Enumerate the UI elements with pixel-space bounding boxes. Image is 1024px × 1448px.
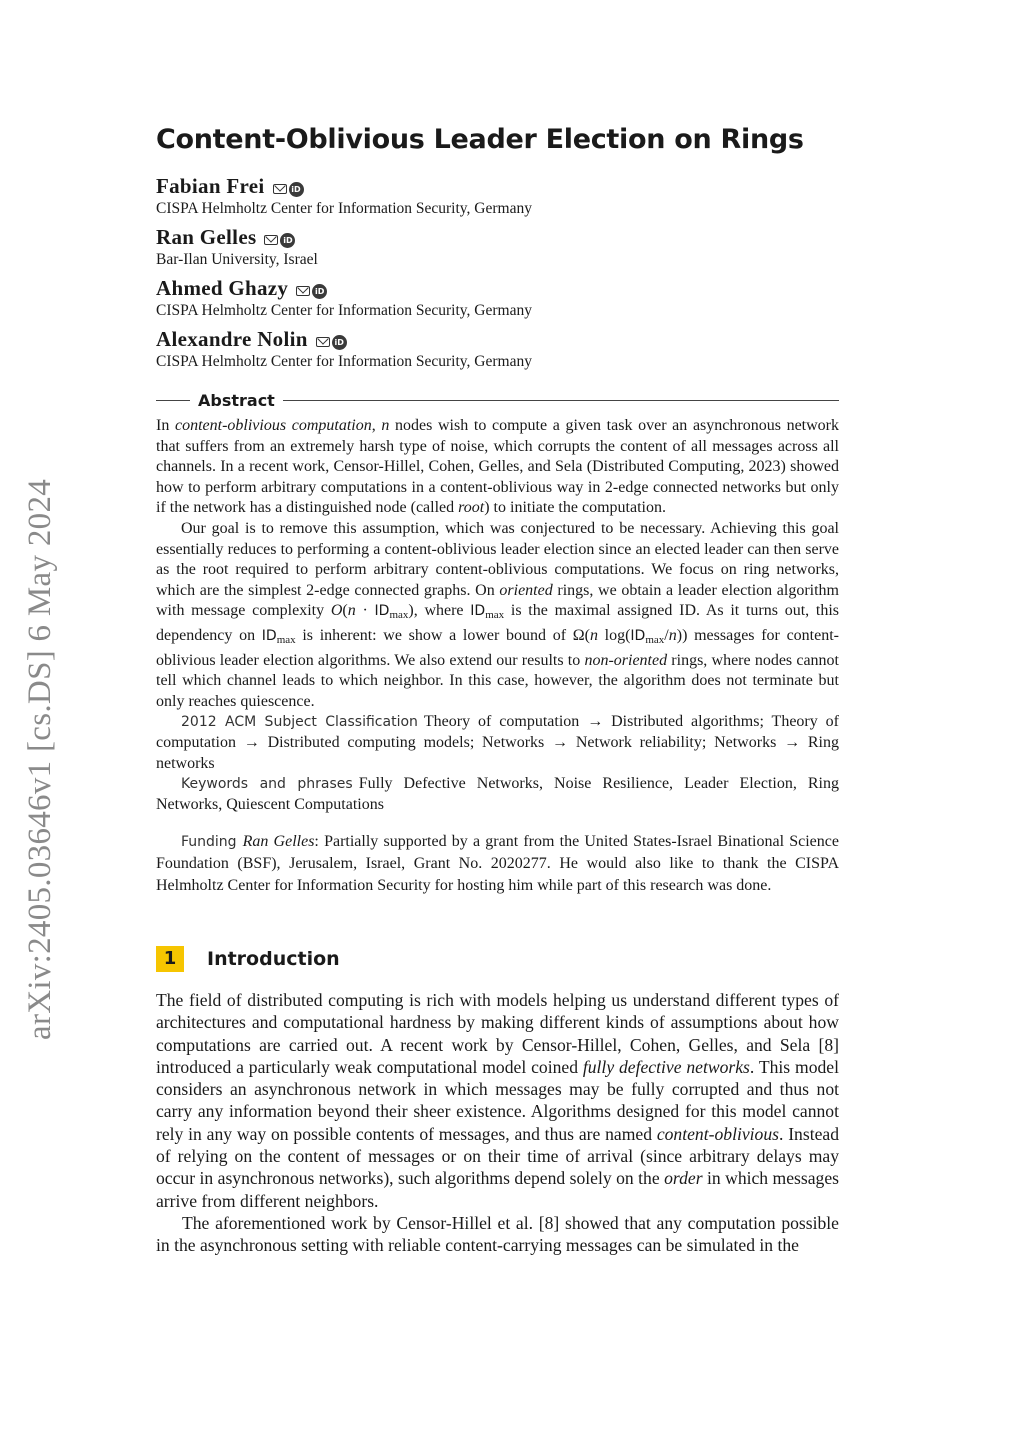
funding-name: Ran Gelles (242, 833, 315, 851)
text-run: · (355, 602, 375, 620)
orcid-icon[interactable]: iD (312, 284, 327, 299)
author (156, 327, 856, 371)
text-run: Our goal is to remove this assumption, which was conjectured to be necessary. Achieving this goal essentially reduces to performing a content-oblivious leader election since an elected leader can then serve as the root required to perform arbitrary content-oblivious computations. We focus on ring networks, which are the simplest 2-edge connected graphs. On (156, 519, 839, 599)
text-run: The field of distributed computing is rich with models helping us understand different types of architectures and computational hardness by making different kinds of assumptions about how computations are carried out. A recent work by Censor-Hillel, Cohen, Gelles, and Sela [8] introduced a particularly weak computational model coined (156, 990, 839, 1077)
text-run: / (664, 626, 669, 644)
math-symbol: ID (374, 603, 390, 620)
math-symbol: ID (630, 627, 646, 644)
author-list (156, 174, 856, 378)
italic-text: root (458, 499, 485, 517)
section-number: 1 (156, 946, 184, 972)
funding (156, 831, 839, 897)
acm-text: Theory of computation → Distributed algorithms; Theory of computation → Distributed computing models; Networks → Network reliability; Networks → Ring networks (156, 713, 839, 772)
text-run: nodes wish to compute a given task over an asynchronous network that suffers from an extremely harsh type of noise, which corrupts the content of all messages across all channels. In a recent work, Censor-Hillel, Cohen, Gelles, and Sela (Distributed Computing, 2023) showed how to perform arbitrary computations in a content-oblivious way in 2-edge connected networks but only if the network has a distinguished node (called (156, 417, 840, 517)
text-run: rings, where nodes cannot tell which channel leads to which neighbor. In this case, however, the algorithm does not terminate but only reaches quiescence. (156, 651, 839, 710)
section-title: Introduction (207, 948, 340, 970)
email-icon[interactable] (264, 235, 278, 245)
orcid-icon[interactable]: iD (332, 335, 347, 350)
author (156, 225, 856, 269)
keywords-text: Fully Defective Networks, Noise Resilience, Leader Election, Ring Networks, Quiescent Computations (156, 775, 840, 813)
italic-text: oriented (499, 581, 553, 599)
author-affiliation: Bar-Ilan University, Israel (156, 251, 318, 268)
introduction-body (156, 989, 839, 1257)
author-affiliation: CISPA Helmholtz Center for Information Security, Germany (156, 302, 532, 319)
abstract-paragraph (156, 519, 839, 712)
italic-text: n (347, 602, 356, 620)
paper-title: Content-Oblivious Leader Election on Rings (156, 124, 804, 155)
author-name: Ahmed Ghazy (156, 276, 289, 300)
italic-text: O (330, 602, 343, 620)
italic-text: n (589, 626, 598, 644)
text-run: rings, we obtain a leader election algorithm with message complexity (156, 581, 840, 620)
italic-text: order (664, 1168, 703, 1189)
author (156, 174, 856, 218)
divider (283, 400, 839, 401)
math-symbol: ID (261, 627, 277, 644)
author-name: Ran Gelles (156, 225, 257, 249)
orcid-icon[interactable]: iD (289, 182, 304, 197)
orcid-icon[interactable]: iD (280, 233, 295, 248)
text-run: ( (342, 602, 348, 620)
text-run: . Instead of relying on the content of messages or on their time of arrival (since arbitrary delays may occur in asynchronous networks), such algorithms depend solely on the (156, 1123, 840, 1189)
author-name: Fabian Frei (156, 174, 265, 198)
italic-text: n (381, 417, 390, 434)
author (156, 276, 856, 320)
text-run: ) to initiate the computation. (484, 499, 666, 517)
text-run: is inherent: we show a lower bound of Ω( (295, 626, 590, 644)
math-subscript: max (389, 609, 409, 622)
email-icon[interactable] (316, 337, 330, 347)
italic-text: fully defective networks (582, 1056, 750, 1077)
text-run: The aforementioned work by Censor-Hillel et al. [8] showed that any computation possible in the asynchronous setting with reliable content-carrying messages can be simulated in the (156, 1212, 839, 1256)
section-heading (156, 946, 340, 972)
abstract (156, 416, 839, 897)
email-icon[interactable] (273, 184, 287, 194)
abstract-heading (156, 391, 839, 410)
keywords-label: Keywords and phrases (181, 776, 353, 793)
text-run: log( (597, 626, 631, 644)
text-run: . This model considers an asynchronous network in which messages may be fully corrupted and thus not carry any information beyond their sheer existence. Algorithms designed for this model cannot rely in any way on possible contents of messages, and thus are named (156, 1056, 839, 1144)
abstract-label: Abstract (198, 391, 275, 410)
funding-label: Funding (181, 834, 237, 851)
math-symbol: ID (470, 603, 486, 620)
text-run: )) messages for content-oblivious leader election algorithms. We also extend our results to (156, 626, 839, 669)
email-icon[interactable] (296, 286, 310, 296)
author-affiliation: CISPA Helmholtz Center for Information Security, Germany (156, 200, 532, 217)
math-subscript: max (276, 633, 296, 646)
divider (156, 400, 190, 401)
italic-text: content-oblivious computation (174, 417, 372, 434)
author-name: Alexandre Nolin (156, 327, 308, 351)
text-run: in which messages arrive from different neighbors. (156, 1168, 839, 1211)
math-subscript: max (485, 609, 505, 622)
keywords (156, 774, 839, 815)
acm-classification (156, 712, 839, 774)
italic-text: content-oblivious (656, 1123, 779, 1144)
italic-text: n (668, 626, 677, 644)
arxiv-stamp: arXiv:2405.03646v1 [cs.DS] 6 May 2024 (22, 478, 58, 1040)
text-run: , (371, 417, 382, 434)
italic-text: non-oriented (584, 651, 668, 669)
text-run: is the maximal assigned ID. As it turns out, this dependency on (156, 602, 840, 644)
intro-paragraph (156, 989, 839, 1212)
math-subscript: max (645, 633, 665, 646)
text-run: In (156, 417, 175, 434)
acm-label: 2012 ACM Subject Classification (181, 714, 418, 731)
intro-paragraph (156, 1212, 839, 1257)
funding-text: : Partially supported by a grant from the United States-Israel Binational Science Foundation (BSF), Jerusalem, Israel, Grant No. 2020277. He would also like to thank the CISPA Helmholtz Center for Information Security for hosting him while part of this research was done. (156, 833, 839, 895)
abstract-paragraph (156, 416, 839, 519)
author-affiliation: CISPA Helmholtz Center for Information Security, Germany (156, 353, 532, 370)
text-run: ), where (408, 602, 471, 620)
